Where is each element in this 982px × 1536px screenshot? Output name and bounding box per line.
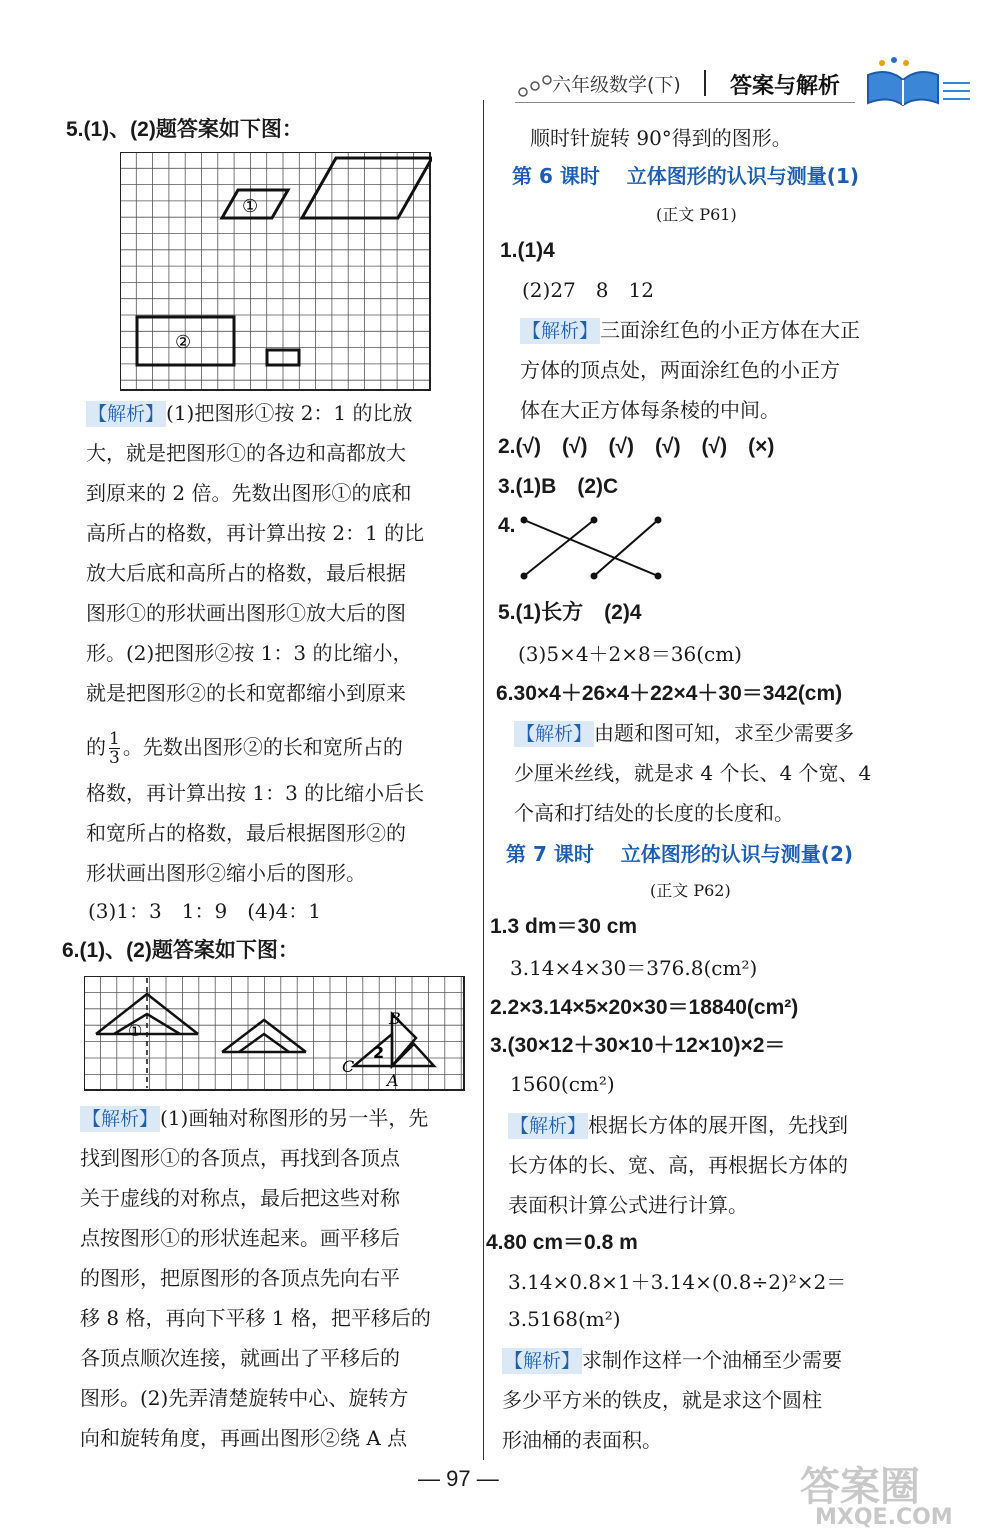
q6-label-1: ① xyxy=(128,1021,143,1040)
q5-analysis-line: 格数，再计算出按 1：3 的比缩小后长 xyxy=(86,781,425,805)
q5-analysis-line: 高所占的格数，再计算出按 2：1 的比 xyxy=(86,521,425,545)
q5-grid-figure xyxy=(120,152,432,392)
lesson-6-heading: 第 6 课时 立体图形的认识与测量(1) xyxy=(512,164,860,188)
page-header xyxy=(0,0,982,110)
q5-label-2: ② xyxy=(175,332,192,353)
q6-grid-figure xyxy=(84,976,466,1092)
fraction-numerator: 1 xyxy=(109,729,120,749)
answer-b3-analysis: 表面积计算公式进行计算。 xyxy=(508,1193,748,1217)
analysis-tag: 【解析】 xyxy=(510,1115,587,1137)
q6-heading: 6.(1)、(2)题答案如下图： xyxy=(62,939,299,962)
q6-analysis-line: 关于虚线的对称点，最后把这些对称 xyxy=(80,1186,400,1210)
analysis-text: 三面涂红色的小正方体在大正 xyxy=(600,318,861,342)
q6-point-c: C xyxy=(342,1057,355,1076)
answer-b2: 2.2×3.14×5×20×30＝18840(cm²) xyxy=(490,996,799,1019)
page-number: — 97 — xyxy=(418,1466,499,1491)
header-title: 答案与解析 xyxy=(730,74,841,99)
q5-label-1: ① xyxy=(242,196,259,217)
answer-1-analysis: 方体的顶点处，两面涂红色的小正方 xyxy=(520,358,840,382)
answer-1-analysis: 体在大正方体每条棱的中间。 xyxy=(520,398,780,422)
q6-analysis-line xyxy=(80,1105,428,1132)
q6-analysis-line: 点按图形①的形状连起来。画平移后 xyxy=(80,1226,400,1250)
answer-b3-2: 1560(cm²) xyxy=(510,1072,615,1096)
answer-6-analysis: 个高和打结处的长度的长度和。 xyxy=(514,801,794,825)
q6-analysis-line: 移 8 格，再向下平移 1 格，把平移后的 xyxy=(80,1306,431,1330)
q6-label-2: 2 xyxy=(373,1043,385,1062)
analysis-text: 根据长方体的展开图，先找到 xyxy=(588,1113,849,1137)
q5-analysis-line xyxy=(86,730,403,767)
fraction-one-third xyxy=(109,730,120,767)
q5-analysis-line: 到原来的 2 倍。先数出图形①的底和 xyxy=(86,481,412,505)
answer-b4-analysis xyxy=(502,1347,842,1374)
header-rule xyxy=(515,102,855,103)
answer-b4-analysis: 多少平方米的铁皮，就是求这个圆柱 xyxy=(502,1388,822,1412)
q6-analysis-line: 找到图形①的各顶点，再找到各顶点 xyxy=(80,1146,400,1170)
q6-analysis-line: 图形。(2)先弄清楚旋转中心、旋转方 xyxy=(80,1386,409,1410)
analysis-tag: 【解析】 xyxy=(88,403,165,425)
column-divider xyxy=(483,100,484,1460)
q5-answer-3-4: (3)1：3 1：9 (4)4：1 xyxy=(88,899,322,923)
analysis-tag: 【解析】 xyxy=(522,320,599,342)
answer-b4-3: 3.5168(m²) xyxy=(508,1307,621,1331)
q5-analysis-line: 放大后底和高所占的格数，最后根据 xyxy=(86,561,406,585)
analysis-text: 由题和图可知，求至少需要多 xyxy=(594,721,855,745)
q6-analysis-line: 向和旋转角度，再画出图形②绕 A 点 xyxy=(80,1426,408,1450)
q5-analysis-text: (1)把图形①按 2：1 的比放 xyxy=(166,401,413,425)
answer-b4-1: 4.80 cm＝0.8 m xyxy=(486,1231,638,1254)
answer-b3-analysis xyxy=(508,1112,848,1139)
analysis-tag: 【解析】 xyxy=(504,1350,581,1372)
fraction-denominator: 3 xyxy=(109,748,120,768)
q5-analysis-line: 大，就是把图形①的各边和高都放大 xyxy=(86,441,406,465)
analysis-text: 求制作这样一个油桶至少需要 xyxy=(582,1348,843,1372)
answer-b4-analysis: 形油桶的表面积。 xyxy=(502,1428,662,1452)
dots-ornament-icon xyxy=(515,70,555,100)
answer-1-analysis xyxy=(520,317,860,344)
answer-6-analysis xyxy=(514,720,854,747)
q5-analysis-line: 形状画出图形②缩小后的图形。 xyxy=(86,861,366,885)
analysis-tag: 【解析】 xyxy=(516,723,593,745)
answer-b1-2: 3.14×4×30＝376.8(cm²) xyxy=(510,956,758,980)
answer-4-matching-figure xyxy=(516,512,666,584)
q5-analysis-line xyxy=(86,400,413,427)
q6-analysis-text: (1)画轴对称图形的另一半，先 xyxy=(160,1106,429,1130)
lesson-6-reference: (正文 P61) xyxy=(656,205,737,224)
header-separator xyxy=(704,70,706,96)
r-continued-line: 顺时针旋转 90°得到的图形。 xyxy=(530,126,792,150)
analysis-tag: 【解析】 xyxy=(82,1108,159,1130)
q5-text-pre: 的 xyxy=(86,735,106,759)
watermark-logo: 答案圈 xyxy=(800,1464,920,1510)
q6-point-b: B xyxy=(389,1009,401,1028)
answer-5-1: 5.(1)长方 (2)4 xyxy=(498,601,642,624)
answer-1-1: 1.(1)4 xyxy=(500,239,555,262)
answer-b1-1: 1.3 dm＝30 cm xyxy=(490,915,638,938)
answer-b3-1: 3.(30×12＋30×10＋12×10)×2＝ xyxy=(490,1034,786,1057)
answer-5-2: (3)5×4＋2×8＝36(cm) xyxy=(518,642,742,666)
answer-b3-analysis: 长方体的长、宽、高，再根据长方体的 xyxy=(508,1153,848,1177)
lesson-7-heading: 第 7 课时 立体图形的认识与测量(2) xyxy=(506,842,854,866)
answer-3: 3.(1)B (2)C xyxy=(498,475,619,498)
q5-analysis-line: 图形①的形状画出图形①放大后的图 xyxy=(86,601,406,625)
q5-text-post: 。先数出图形②的长和宽所占的 xyxy=(122,735,403,759)
answer-b4-2: 3.14×0.8×1＋3.14×(0.8÷2)²×2＝ xyxy=(508,1270,847,1294)
answer-4: 4. xyxy=(498,514,516,537)
q5-analysis-line: 就是把图形②的长和宽都缩小到原来 xyxy=(86,681,406,705)
q6-analysis-line: 各顶点顺次连接，就画出了平移后的 xyxy=(80,1346,400,1370)
open-book-logo-icon xyxy=(858,55,973,110)
lesson-7-reference: (正文 P62) xyxy=(650,881,731,900)
q5-heading: 5.(1)、(2)题答案如下图： xyxy=(66,118,303,141)
answer-6: 6.30×4＋26×4＋22×4＋30＝342(cm) xyxy=(496,682,843,705)
q6-point-a: A xyxy=(387,1071,399,1090)
answer-6-analysis: 少厘米丝线，就是求 4 个长、4 个宽、4 xyxy=(514,761,872,785)
answer-2: 2.(√) (√) (√) (√) (√) (×) xyxy=(498,435,775,458)
q6-analysis-line: 的图形，把原图形的各顶点先向右平 xyxy=(80,1266,400,1290)
q5-analysis-line: 形。(2)把图形②按 1：3 的比缩小， xyxy=(86,641,413,665)
watermark-url: MXQE.COM xyxy=(815,1505,953,1530)
answer-1-2: (2)27 8 12 xyxy=(522,278,654,302)
q5-analysis-line: 和宽所占的格数，最后根据图形②的 xyxy=(86,821,406,845)
header-subtitle: 六年级数学(下) xyxy=(552,74,681,96)
